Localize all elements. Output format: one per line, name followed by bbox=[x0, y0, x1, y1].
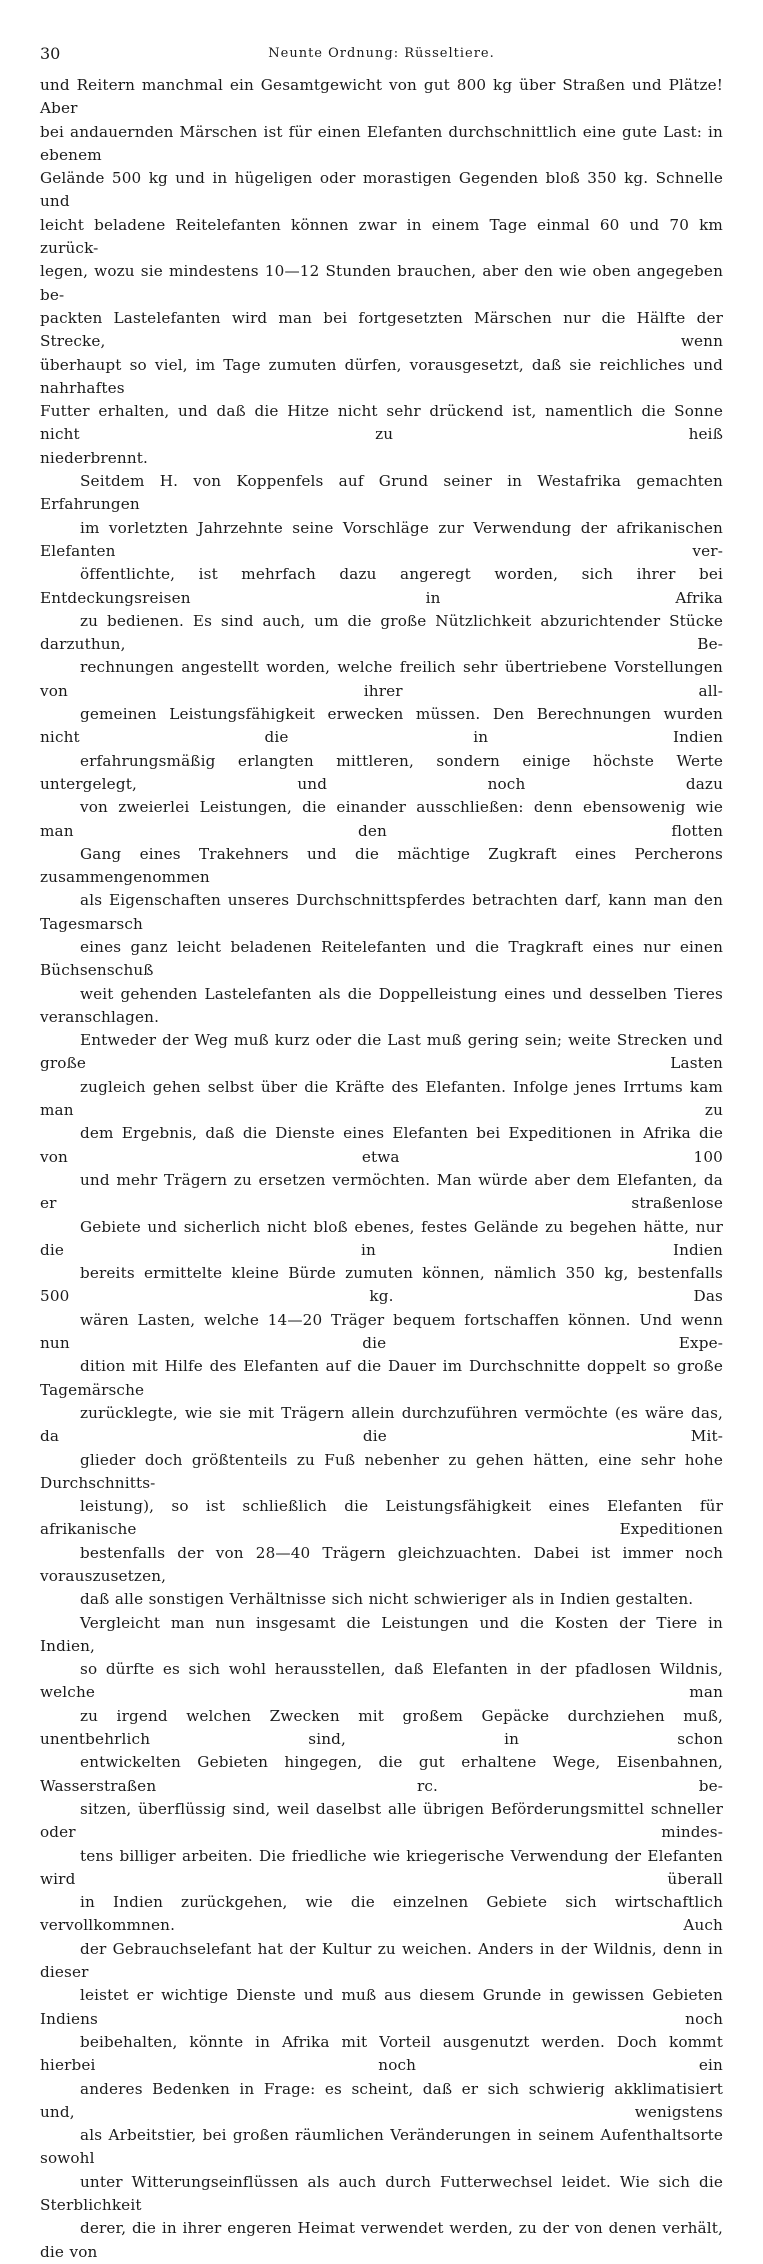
running-title: Neunte Ordnung: Rüsseltiere. bbox=[268, 46, 495, 61]
text-line: weit gehenden Lastelefanten als die Doppelleistung eines und desselben Tieres veranschlagen. bbox=[40, 984, 723, 1026]
text-line: sitzen, überflüssig sind, weil daselbst alle übrigen Beförderungsmittel schneller oder mindes- bbox=[40, 1799, 723, 1842]
text-line: tens billiger arbeiten. Die friedliche wie kriegerische Verwendung der Elefanten wird überall bbox=[40, 1846, 723, 1888]
text-line: daß alle sonstigen Verhältnisse sich nicht schwieriger als in Indien gestalten. bbox=[80, 1590, 694, 1609]
text-line: zu irgend welchen Zwecken mit großem Gepäcke durchziehen muß, unentbehrlich sind, in schon bbox=[40, 1706, 723, 1749]
text-line: wären Lasten, welche 14—20 Träger bequem fortschaffen können. Und wenn nun die Expe- bbox=[40, 1310, 723, 1353]
text-line: von zweierlei Leistungen, die einander ausschließen: denn ebensowenig wie man den flotten bbox=[40, 798, 723, 840]
text-line: leistung), so ist schließlich die Leistungsfähigkeit eines Elefanten für afrikanische Expeditionen bbox=[40, 1497, 723, 1539]
text-line: Entweder der Weg muß kurz oder die Last muß gering sein; weite Strecken und große Lasten bbox=[40, 1031, 723, 1073]
text-line: zu bedienen. Es sind auch, um die große Nützlichkeit abzurichtender Stücke darzuthun, Be- bbox=[40, 611, 723, 654]
text-line: überhaupt so viel, im Tage zumuten dürfen, vorausgesetzt, daß sie reichliches und nahrhaftes bbox=[40, 355, 723, 397]
text-line: Gebiete und sicherlich nicht bloß ebenes, festes Gelände zu begehen hätte, nur die in Indien bbox=[40, 1217, 723, 1259]
text-line: zurücklegte, wie sie mit Trägern allein durchzuführen vermöchte (es wäre das, da die Mit- bbox=[40, 1403, 723, 1446]
text-line: rechnungen angestellt worden, welche freilich sehr übertriebene Vorstellungen von ihrer all- bbox=[40, 658, 723, 700]
text-line: beibehalten, könnte in Afrika mit Vorteil ausgenutzt werden. Doch kommt hierbei noch ein bbox=[40, 2032, 723, 2075]
text-line: unter Witterungseinflüssen als auch durch Futterwechsel leidet. Wie sich die Sterblichkeit bbox=[40, 2172, 723, 2215]
text-line: Vergleicht man nun insgesamt die Leistungen und die Kosten der Tiere in Indien, bbox=[40, 1613, 723, 1655]
paragraph bbox=[40, 1612, 723, 2264]
text-line: Futter erhalten, und daß die Hitze nicht sehr drückend ist, namentlich die Sonne nicht zu heiß bbox=[40, 402, 723, 444]
text-line: dem Ergebnis, daß die Dienste eines Elefanten bei Expeditionen in Afrika die von etwa 100 bbox=[40, 1124, 723, 1166]
text-line: glieder doch größtenteils zu Fuß nebenher zu gehen hätten, eine sehr hohe Durchschnitts- bbox=[40, 1450, 723, 1492]
text-line: als Arbeitstier, bei großen räumlichen Veränderungen in seinem Aufenthaltsorte sowohl bbox=[40, 2126, 723, 2168]
text-line: leistet er wichtige Dienste und muß aus diesem Grunde in gewissen Gebieten Indiens noch bbox=[40, 1986, 723, 2028]
text-line: Seitdem H. von Koppenfels auf Grund seiner in Westafrika gemachten Erfahrungen bbox=[40, 472, 723, 514]
text-line: der Gebrauchselefant hat der Kultur zu weichen. Anders in der Wildnis, denn in dieser bbox=[40, 1939, 723, 1982]
text-line: bei andauernden Märschen ist für einen Elefanten durchschnittlich eine gute Last: in ebenem bbox=[40, 122, 723, 164]
text-line: anderes Bedenken in Frage: es scheint, daß er sich schwierig akklimatisiert und, wenigstens bbox=[40, 2079, 723, 2121]
page-header bbox=[40, 44, 723, 70]
body-text bbox=[40, 74, 723, 2264]
text-line: und mehr Trägern zu ersetzen vermöchten. Man würde aber dem Elefanten, da er straßenlose bbox=[40, 1170, 723, 1213]
text-line: im vorletzten Jahrzehnte seine Vorschläge zur Verwendung der afrikanischen Elefanten ver- bbox=[40, 518, 723, 560]
text-line: zugleich gehen selbst über die Kräfte des Elefanten. Infolge jenes Irrtums kam man zu bbox=[40, 1077, 723, 1120]
text-line: in Indien zurückgehen, wie die einzelnen Gebiete sich wirtschaftlich vervollkommnen. Auch bbox=[40, 1893, 723, 1935]
text-line: gemeinen Leistungsfähigkeit erwecken müssen. Den Berechnungen wurden nicht die in Indien bbox=[40, 705, 723, 747]
text-line: leicht beladene Reitelefanten können zwar in einem Tage einmal 60 und 70 km zurück- bbox=[40, 215, 723, 258]
page-number: 30 bbox=[40, 44, 61, 63]
text-line: niederbrennt. bbox=[40, 448, 149, 467]
text-line: Gelände 500 kg und in hügeligen oder morastigen Gegenden bloß 350 kg. Schnelle und bbox=[40, 169, 723, 211]
paragraph bbox=[40, 470, 723, 1612]
text-line: derer, die in ihrer engeren Heimat verwendet werden, zu der von denen verhält, die von bbox=[40, 2219, 723, 2261]
text-line: packten Lastelefanten wird man bei fortgesetzten Märschen nur die Hälfte der Strecke, wenn bbox=[40, 308, 723, 351]
text-line: eines ganz leicht beladenen Reitelefanten und die Tragkraft eines nur einen Büchsenschuß bbox=[40, 937, 723, 980]
text-line: Gang eines Trakehners und die mächtige Zugkraft eines Percherons zusammengenommen bbox=[40, 844, 723, 887]
text-line: als Eigenschaften unseres Durchschnittspferdes betrachten darf, kann man den Tagesmarsch bbox=[40, 891, 723, 933]
text-line: und Reitern manchmal ein Gesamtgewicht von gut 800 kg über Straßen und Plätze! Aber bbox=[40, 76, 723, 118]
paragraph bbox=[40, 74, 723, 470]
text-line: erfahrungsmäßig erlangten mittleren, sondern einige höchste Werte untergelegt, und noch dazu bbox=[40, 751, 723, 793]
text-line: bestenfalls der von 28—40 Trägern gleichzuachten. Dabei ist immer noch vorauszusetzen, bbox=[40, 1543, 723, 1585]
text-line: dition mit Hilfe des Elefanten auf die Dauer im Durchschnitte doppelt so große Tagemärsche bbox=[40, 1357, 723, 1399]
text-line: bereits ermittelte kleine Bürde zumuten können, nämlich 350 kg, bestenfalls 500 kg. Das bbox=[40, 1264, 723, 1306]
text-line: so dürfte es sich wohl herausstellen, daß Elefanten in der pfadlosen Wildnis, welche man bbox=[40, 1660, 723, 1702]
text-line: öffentlichte, ist mehrfach dazu angeregt worden, sich ihrer bei Entdeckungsreisen in Afrika bbox=[40, 565, 723, 607]
text-line: legen, wozu sie mindestens 10—12 Stunden brauchen, aber den wie oben angegeben be- bbox=[40, 262, 723, 304]
text-line: entwickelten Gebieten hingegen, die gut erhaltene Wege, Eisenbahnen, Wasserstraßen rc. be- bbox=[40, 1753, 723, 1795]
